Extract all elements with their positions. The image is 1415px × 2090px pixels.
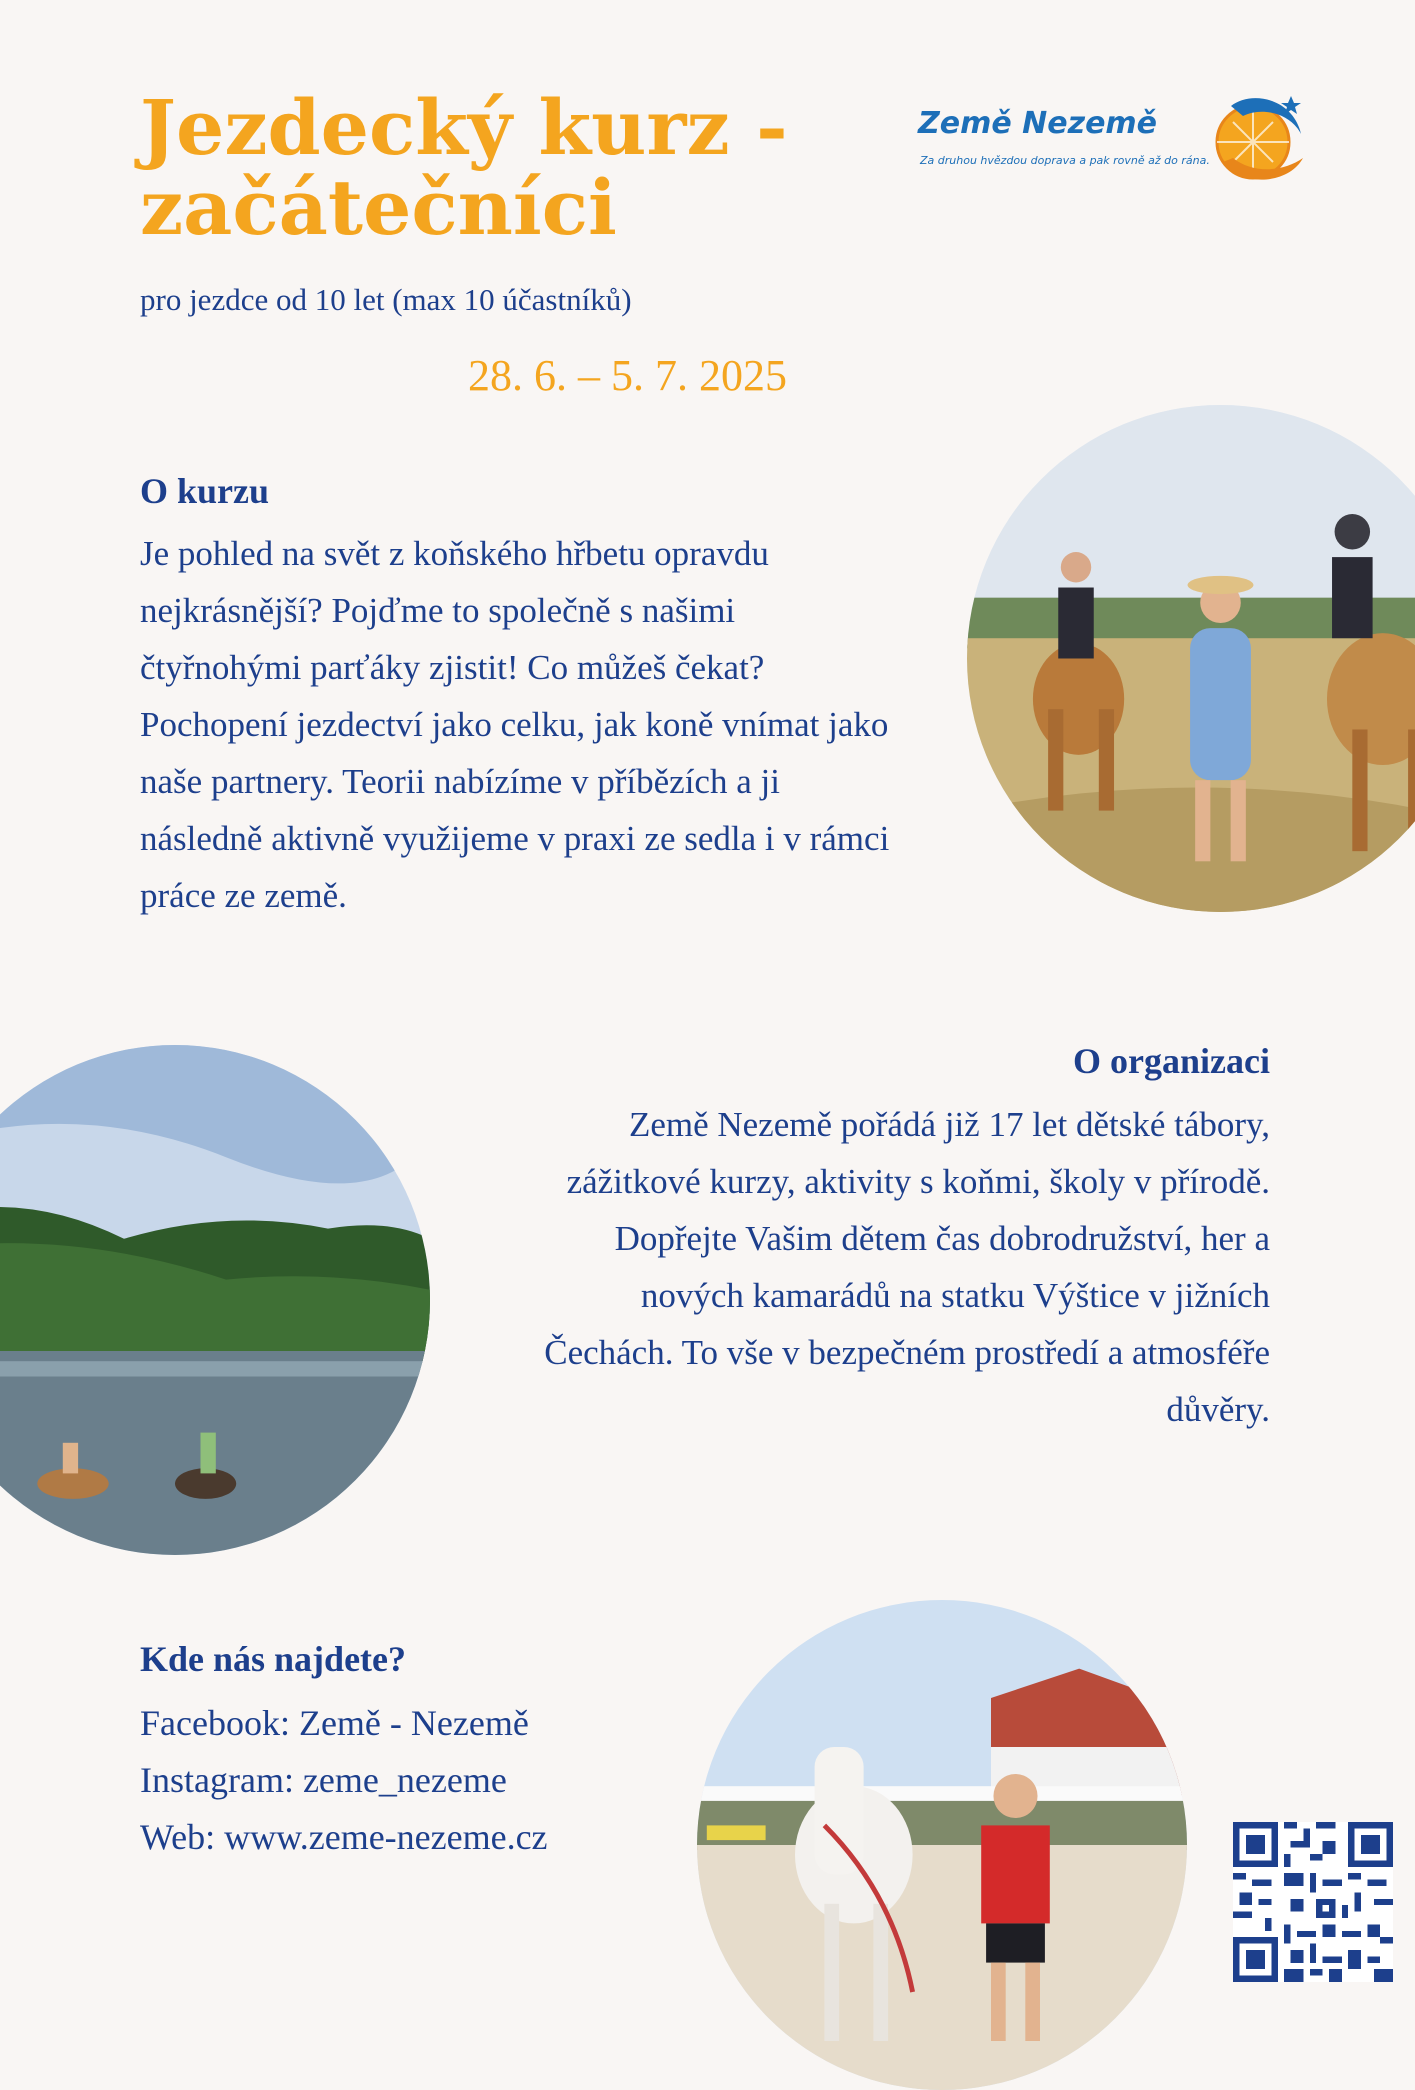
sun-moon-logo-icon: [1203, 92, 1308, 184]
instagram-link[interactable]: Instagram: zeme_nezeme: [140, 1760, 507, 1800]
facebook-link[interactable]: Facebook: Země - Nezemě: [140, 1703, 529, 1743]
about-course-text: Je pohled na svět z koňského hřbetu opravdu nejkrásnější? Pojďme to společně s našimi čtyřnohými parťáky zjistit! Co můžeš čekat? Pochopení jezdectví jako celku, jak koně vnímat jako naše partnery. Teorii nabízíme v příbězích a ji následně aktivně využijeme v praxi ze sedla i v rámci práce ze země.: [140, 534, 890, 915]
contact-list: [140, 1695, 548, 1866]
course-dates: 28. 6. – 5. 7. 2025: [468, 351, 787, 400]
web-link[interactable]: Web: www.zeme-nezeme.cz: [140, 1817, 548, 1857]
horses-field-photo: [967, 405, 1415, 912]
logo-name: Země Nezemě: [918, 106, 1158, 141]
about-org-heading: O organizaci: [1073, 1041, 1270, 1081]
pond-horses-photo: [0, 1045, 430, 1555]
girl-white-pony-photo: [697, 1600, 1187, 2090]
subtitle: pro jezdce od 10 let (max 10 účastníků): [140, 282, 632, 317]
logo-tagline: Za druhou hvězdou doprava a pak rovně až do rána.: [920, 154, 1210, 167]
page-title: Jezdecký kurz - začátečníci: [140, 83, 788, 252]
qr-code[interactable]: [1233, 1822, 1393, 1982]
about-org-text: Země Nezemě pořádá již 17 let dětské tábory, zážitkové kurzy, aktivity s koňmi, školy v přírodě. Dopřejte Vašim dětem čas dobrodružství, her a nových kamarádů na statku Výštice v jižních Čechách. To vše v bezpečném prostředí a atmosféře důvěry.: [544, 1105, 1270, 1429]
logo: [918, 92, 1318, 184]
about-course-heading: O kurzu: [140, 471, 270, 511]
contact-heading: Kde nás najdete?: [140, 1639, 407, 1679]
